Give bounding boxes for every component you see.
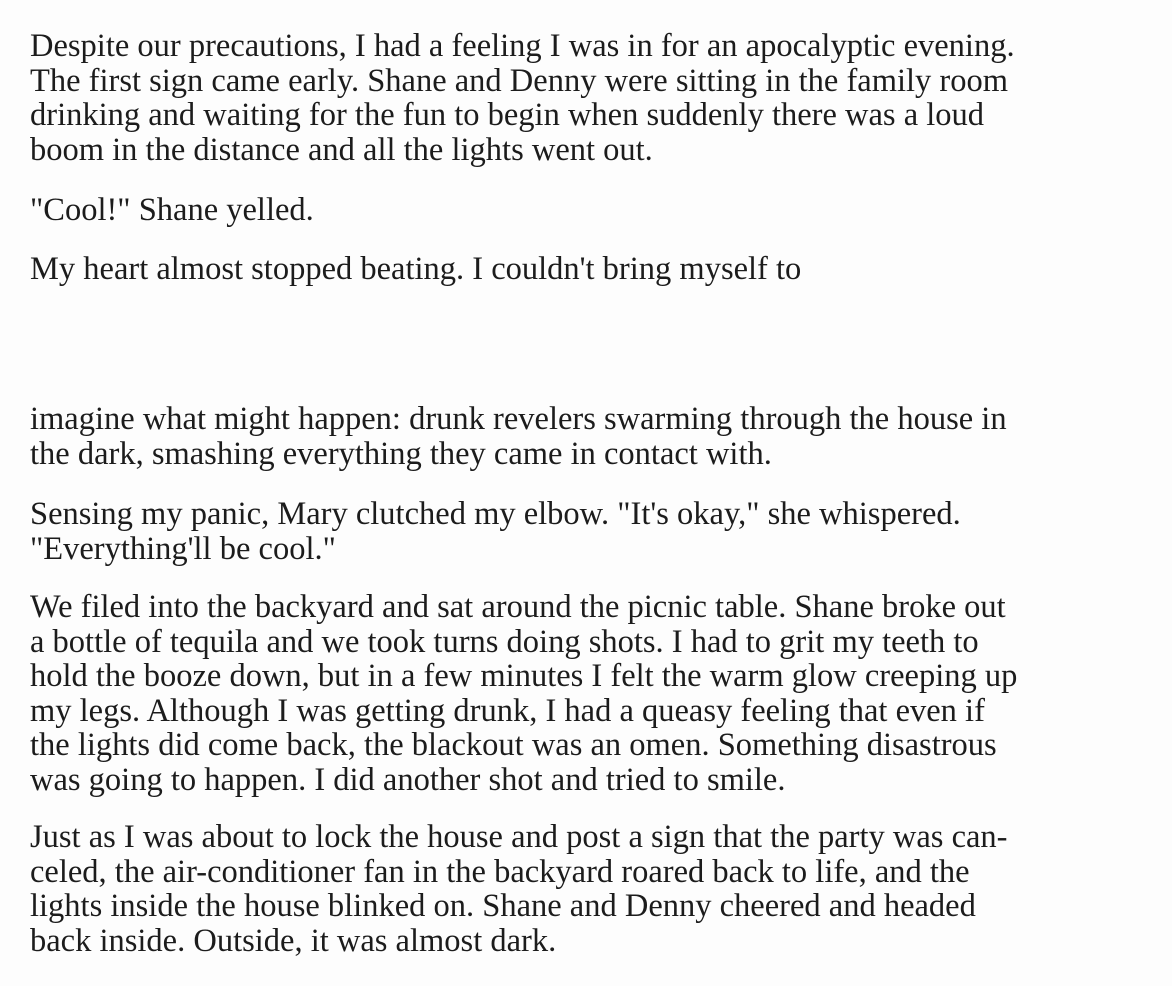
text-line: imagine what might happen: drunk revelers swarming through the house in [30,401,1007,437]
text-line: my legs. Although I was getting drunk, I had a queasy feeling that even if [30,692,985,729]
text-line: back inside. Outside, it was almost dark. [30,922,557,959]
text-line: The first sign came early. Shane and Denny were sitting in the family room [30,62,1009,99]
text-line: We filed into the backyard and sat around the picnic table. Shane broke out [30,589,1006,625]
text-line: a bottle of tequila and we took turns doing shots. I had to grit my teeth to [30,623,979,660]
text-line: lights inside the house blinked on. Shane and Denny cheered and headed [30,888,976,924]
paragraph-6 [30,820,1008,958]
text-line: hold the booze down, but in a few minutes I felt the warm glow creeping up [30,658,1018,694]
text-line: My heart almost stopped beating. I couldn't bring myself to [30,251,802,287]
paragraph-1 [30,29,1015,167]
text-line: boom in the distance and all the lights went out. [30,131,653,168]
document-page [30,0,1150,986]
text-line: "Everything'll be cool." [30,530,336,567]
paragraph-3 [30,252,801,287]
text-line: "Cool!" Shane yelled. [30,192,314,228]
paragraph-5 [30,590,1017,797]
text-line: Sensing my panic, Mary clutched my elbow. "It's okay," she whispered. [30,496,961,532]
paragraph-3-continued [30,402,1007,471]
text-line: the lights did come back, the blackout was an omen. Something disastrous [30,727,997,763]
paragraph-4 [30,497,961,566]
text-line: Despite our precautions, I had a feeling I was in for an apocalyptic evening. [30,28,1015,64]
text-line: the dark, smashing everything they came in contact with. [30,435,772,472]
text-line: was going to happen. I did another shot and tried to smile. [30,761,786,798]
text-line: Just as I was about to lock the house and post a sign that the party was can- [30,819,1008,855]
text-line: celed, the air-conditioner fan in the backyard roared back to life, and the [30,853,970,890]
paragraph-2 [30,193,314,228]
text-line: drinking and waiting for the fun to begin when suddenly there was a loud [30,97,985,133]
